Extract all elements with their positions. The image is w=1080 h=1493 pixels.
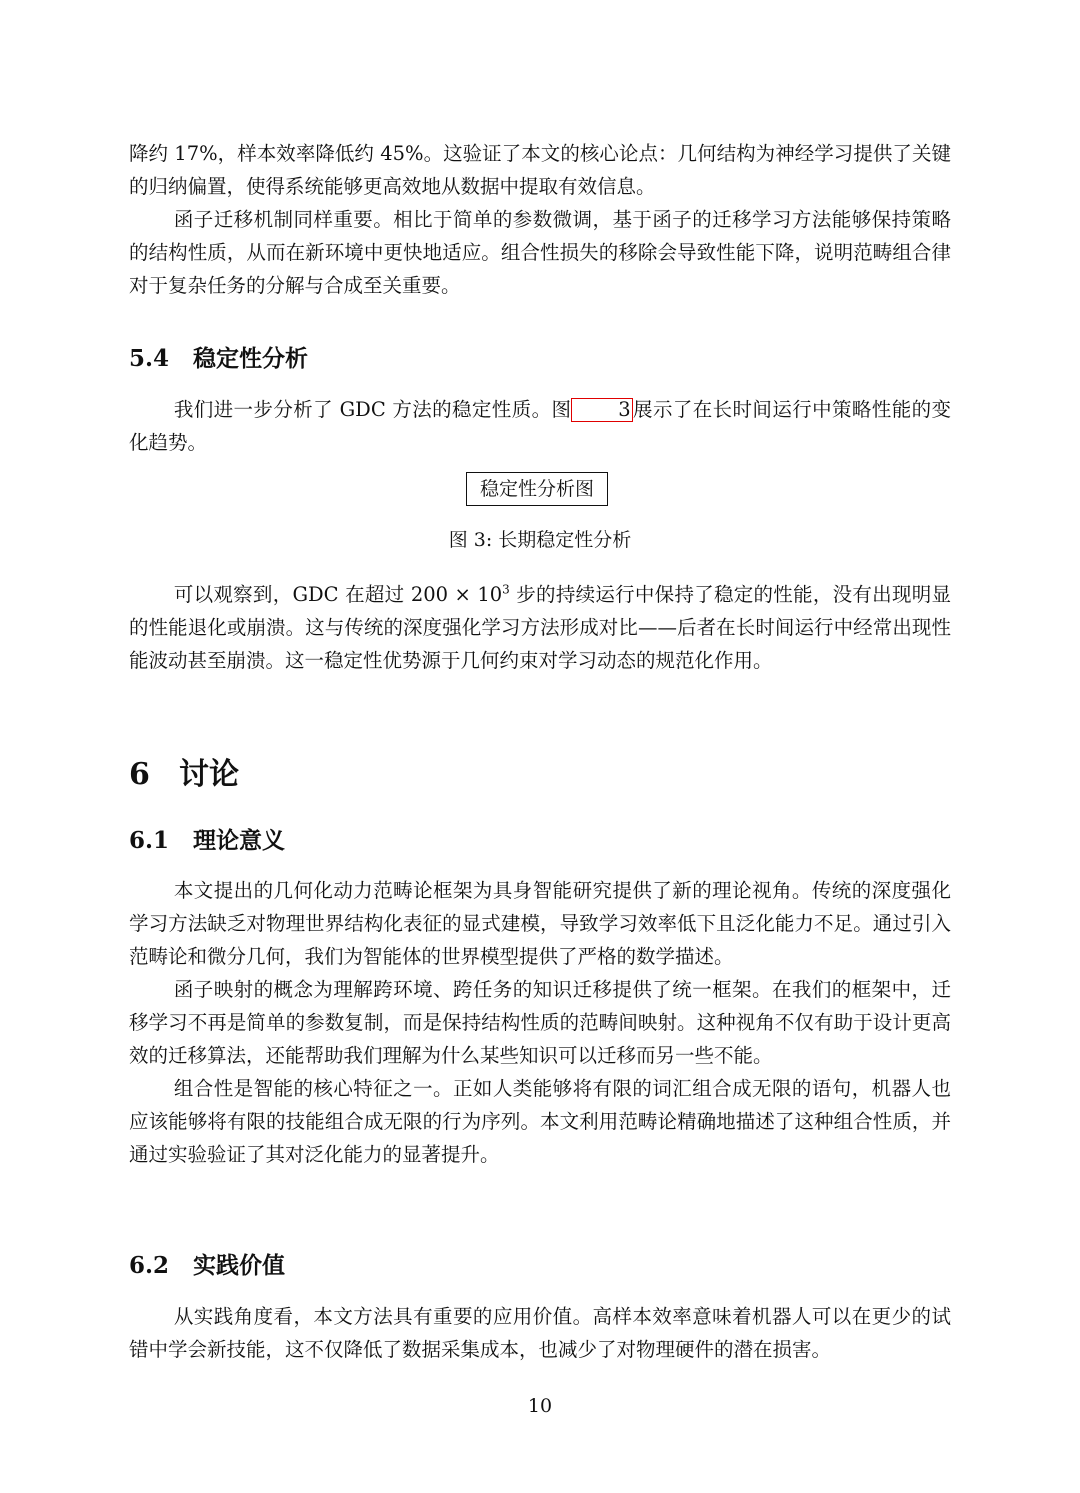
paragraph-stability-intro — [129, 393, 951, 459]
paragraph-compositionality: 组合性是智能的核心特征之一。正如人类能够将有限的词汇组合成无限的语句，机器人也应该能够将有限的技能组合成无限的行为序列。本文利用范畴论精确地描述了这种组合性质，并通过实验验证了其对泛化能力的显著提升。 — [129, 1077, 951, 1166]
paragraph-ablation-summary: 降约 17%，样本效率降低约 45%。这验证了本文的核心论点：几何结构为神经学习提供了关键的归纳偏置，使得系统能够更高效地从数据中提取有效信息。 — [129, 142, 951, 198]
text-run: 我们进一步分析了 GDC 方法的稳定性质。图 — [173, 398, 572, 421]
paragraph-practical-value: 从实践角度看，本文方法具有重要的应用价值。高样本效率意味着机器人可以在更少的试错中学会新技能，这不仅降低了数据采集成本，也减少了对物理硬件的潜在损害。 — [129, 1305, 951, 1361]
paragraph-theory-framework: 本文提出的几何化动力范畴论框架为具身智能研究提供了新的理论视角。传统的深度强化学习方法缺乏对物理世界结构化表征的显式建模，导致学习效率低下且泛化能力不足。通过引入范畴论和微分几何，我们为智能体的世界模型提供了严格的数学描述。 — [129, 879, 951, 968]
section-number: 6.2 — [129, 1252, 170, 1279]
section-number: 6.1 — [129, 827, 170, 854]
text-run: 展示了在长时间运行中策略性能的变化趋势。 — [129, 398, 951, 454]
section-title: 讨论 — [179, 757, 239, 792]
section-heading-5-4 — [129, 344, 951, 374]
paragraph-functor-transfer: 函子迁移机制同样重要。相比于简单的参数微调，基于函子的迁移学习方法能够保持策略的结构性质，从而在新环境中更快地适应。组合性损失的移除会导致性能下降，说明范畴组合律对于复杂任务的分解与合成至关重要。 — [129, 208, 951, 297]
paragraph-block-6-1 — [129, 874, 951, 1171]
paragraph-block-top — [129, 137, 951, 302]
section-title: 稳定性分析 — [193, 346, 308, 372]
section-heading-6-1 — [129, 826, 951, 856]
paragraph-functor-mapping: 函子映射的概念为理解跨环境、跨任务的知识迁移提供了统一框架。在我们的框架中，迁移学习不再是简单的参数复制，而是保持结构性质的范畴间映射。这种视角不仅有助于设计更高效的迁移算法，还能帮助我们理解为什么某些知识可以迁移而另一些不能。 — [129, 978, 951, 1067]
superscript-exponent: 3 — [502, 582, 510, 597]
section-heading-6 — [129, 757, 951, 793]
page-number: 10 — [527, 1395, 553, 1417]
paragraph-block-6-2 — [129, 1300, 951, 1366]
section-title: 理论意义 — [193, 828, 285, 854]
figure-caption: 图 3: 长期稳定性分析 — [448, 529, 632, 551]
figure-placeholder-box: 稳定性分析图 — [466, 472, 608, 506]
section-number: 5.4 — [129, 345, 170, 372]
figure-reference-link[interactable]: 3 — [571, 398, 632, 422]
section-title: 实践价值 — [193, 1253, 285, 1279]
text-run: 步的持续运行中保持了稳定的性能，没有出现明显的性能退化或崩溃。这与传统的深度强化学习方法形成对比——后者在长时间运行中经常出现性能波动甚至崩溃。这一稳定性优势源于几何约束对学习动态的规范化作用。 — [129, 583, 951, 672]
text-run: 可以观察到，GDC 在超过 200 × 10 — [173, 583, 503, 606]
section-heading-6-2 — [129, 1251, 951, 1281]
section-number: 6 — [129, 757, 150, 792]
paragraph-stability-observation — [129, 578, 951, 677]
